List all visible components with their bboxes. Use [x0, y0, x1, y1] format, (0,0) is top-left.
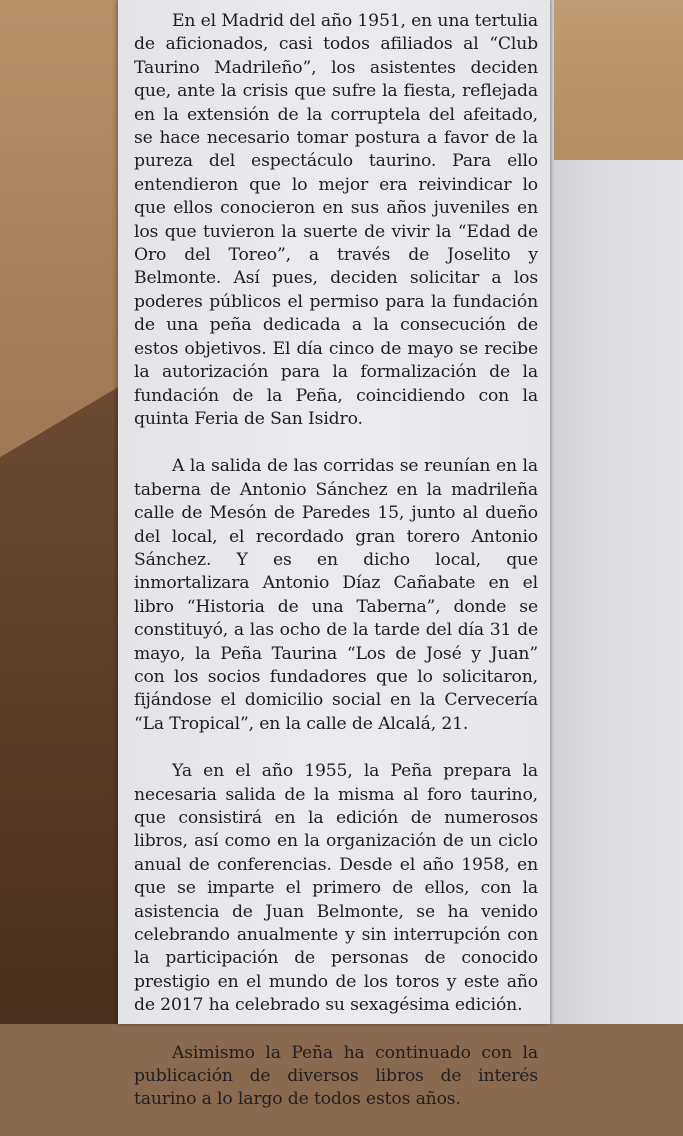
paragraph-3: Ya en el año 1955, la Peña prepara la necesaria salida de la misma al foro taurino, que consistirá en la edición de numerosos libros, así como en la organización de un ciclo anual de conferencias. Desde el año 1958, en que se imparte el primero de ellos, con la asistencia de Juan Belmonte, se ha venido celebrando anualmente y sin interrupción con la participación de personas de conocido prestigio en el mundo de los toros y este año de 2017 ha celebrado su sexagésima edición. [134, 761, 538, 1016]
paragraph-4: Asimismo la Peña ha continuado con la publicación de diversos libros de interés taurino a lo largo de todos estos años. [134, 1042, 538, 1110]
body-text [134, 10, 538, 1136]
paragraph-1: En el Madrid del año 1951, en una tertulia de aficionados, casi todos afiliados al “Club Taurino Madrileño”, los asistentes deciden que, ante la crisis que sufre la fiesta, reflejada en la extensión de la corruptela del afeitado, se hace necesario tomar postura a favor de la pureza del espectáculo taurino. Para ello entendieron que lo mejor era reivindicar lo que ellos conocieron en sus años juveniles en los que tuvieron la suerte de vivir la “Edad de Oro del Toreo”, a través de Joselito y Belmonte. Así pues, deciden solicitar a los poderes públicos el permiso para la fundación de una peña dedicada a la consecución de estos objetivos. El día cinco de mayo se recibe la autorización para la formalización de la fundación de la Peña, coincidiendo con la quinta Feria de San Isidro. [134, 11, 538, 429]
paragraph-2: A la salida de las corridas se reunían en la taberna de Antonio Sánchez en la madrileña calle de Mesón de Paredes 15, junto al dueño del local, el recordado gran torero Antonio Sánchez. Y es en dicho local, que inmortalizara Antonio Díaz Cañabate en el libro “Historia de una Taberna”, donde se constituyó, a las ocho de la tarde del día 31 de mayo, la Peña Taurina “Los de José y Juan” con los socios fundadores que lo solicitaron, fijándose el domicilio social en la Cervecería “La Tropical”, en la calle de Alcalá, 21. [134, 456, 538, 734]
shadow-area [0, 380, 130, 1024]
background-sheet [540, 160, 683, 1024]
paper-page [118, 0, 550, 1110]
wooden-surface-right [540, 0, 683, 170]
